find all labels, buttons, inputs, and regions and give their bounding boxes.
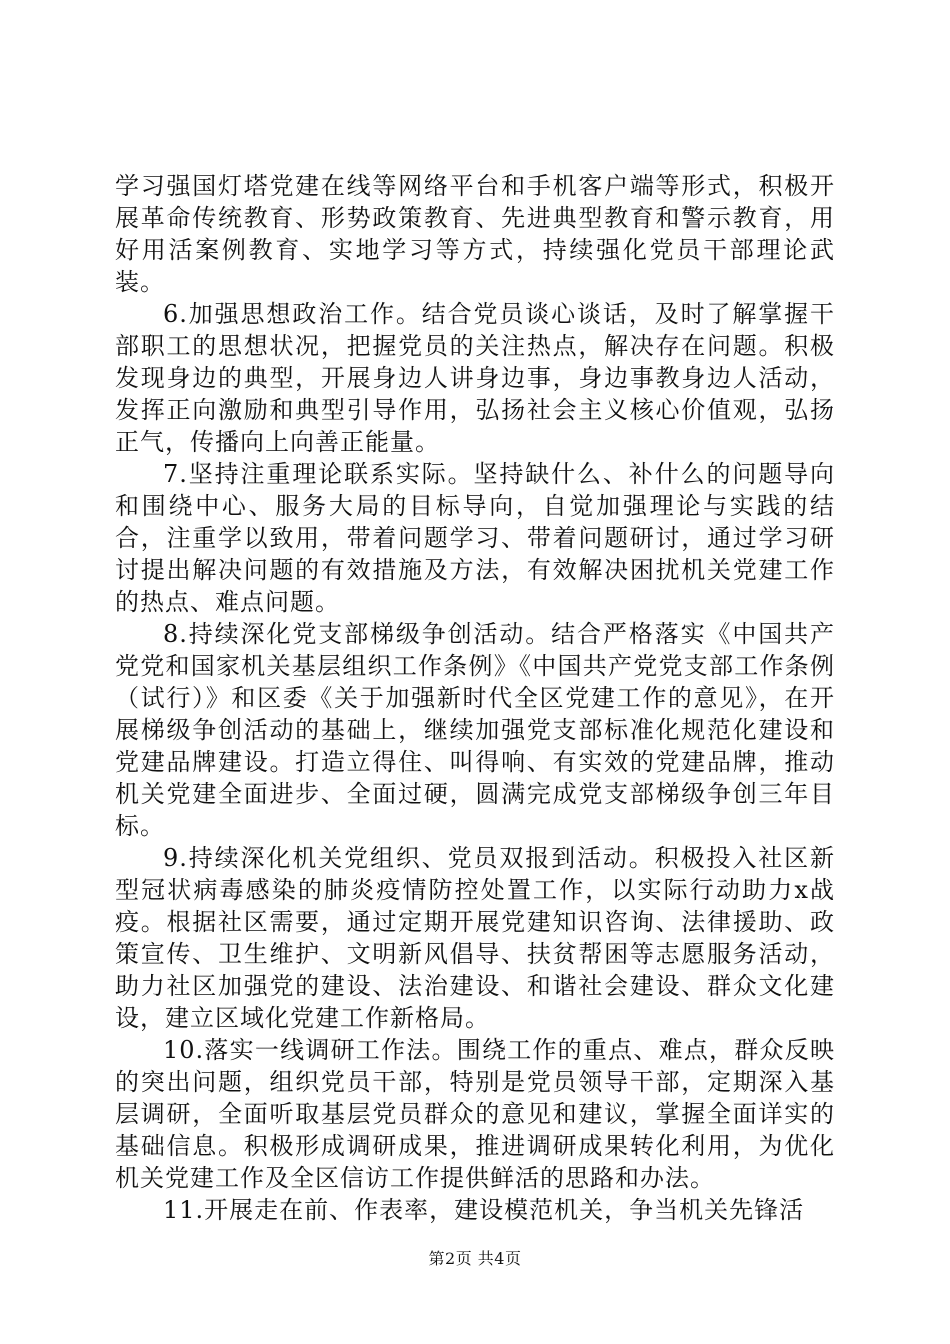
paragraph-4: 8.持续深化党支部梯级争创活动。结合严格落实《中国共产党党和国家机关基层组织工作条例》《中国共产党党支部工作条例（试行）》和区委《关于加强新时代全区党建工作的意见》，在开展梯级争创活动的基础上，继续加强党支部标准化规范化建设和党建品牌建设。打造立得住、叫得响、有实效的党建品牌，推动机关党建全面进步、全面过硬，圆满完成党支部梯级争创三年目标。 <box>115 620 835 840</box>
paragraph-2: 6.加强思想政治工作。结合党员谈心谈话，及时了解掌握干部职工的思想状况，把握党员的关注热点，解决存在问题。积极发现身边的典型，开展身边人讲身边事，身边事教身边人活动，发挥正向激励和典型引导作用，弘扬社会主义核心价值观，弘扬正气，传播向上向善正能量。 <box>115 300 835 456</box>
paragraph-7: 11.开展走在前、作表率，建设模范机关，争当机关先锋活 <box>163 1196 805 1224</box>
paragraph-6: 10.落实一线调研工作法。围绕工作的重点、难点，群众反映的突出问题，组织党员干部，特别是党员领导干部，定期深入基层调研，全面听取基层党员群众的意见和建议，掌握全面详实的基础信息。积极形成调研成果，推进调研成果转化利用，为优化机关党建工作及全区信访工作提供鲜活的思路和办法。 <box>115 1036 835 1192</box>
paragraph-1: 学习强国灯塔党建在线等网络平台和手机客户端等形式，积极开展革命传统教育、形势政策教育、先进典型教育和警示教育，用好用活案例教育、实地学习等方式，持续强化党员干部理论武装。 <box>115 172 835 296</box>
paragraph-3: 7.坚持注重理论联系实际。坚持缺什么、补什么的问题导向和围绕中心、服务大局的目标导向，自觉加强理论与实践的结合，注重学以致用，带着问题学习、带着问题研讨，通过学习研讨提出解决问题的有效措施及方法，有效解决困扰机关党建工作的热点、难点问题。 <box>115 460 835 616</box>
document-body <box>115 170 835 1226</box>
paragraph-5: 9.持续深化机关党组织、党员双报到活动。积极投入社区新型冠状病毒感染的肺炎疫情防控处置工作，以实际行动助力x战疫。根据社区需要，通过定期开展党建知识咨询、法律援助、政策宣传、卫生维护、文明新风倡导、扶贫帮困等志愿服务活动，助力社区加强党的建设、法治建设、和谐社会建设、群众文化建设，建立区域化党建工作新格局。 <box>115 844 835 1032</box>
page-footer: 第2页 共4页 <box>428 1249 522 1268</box>
